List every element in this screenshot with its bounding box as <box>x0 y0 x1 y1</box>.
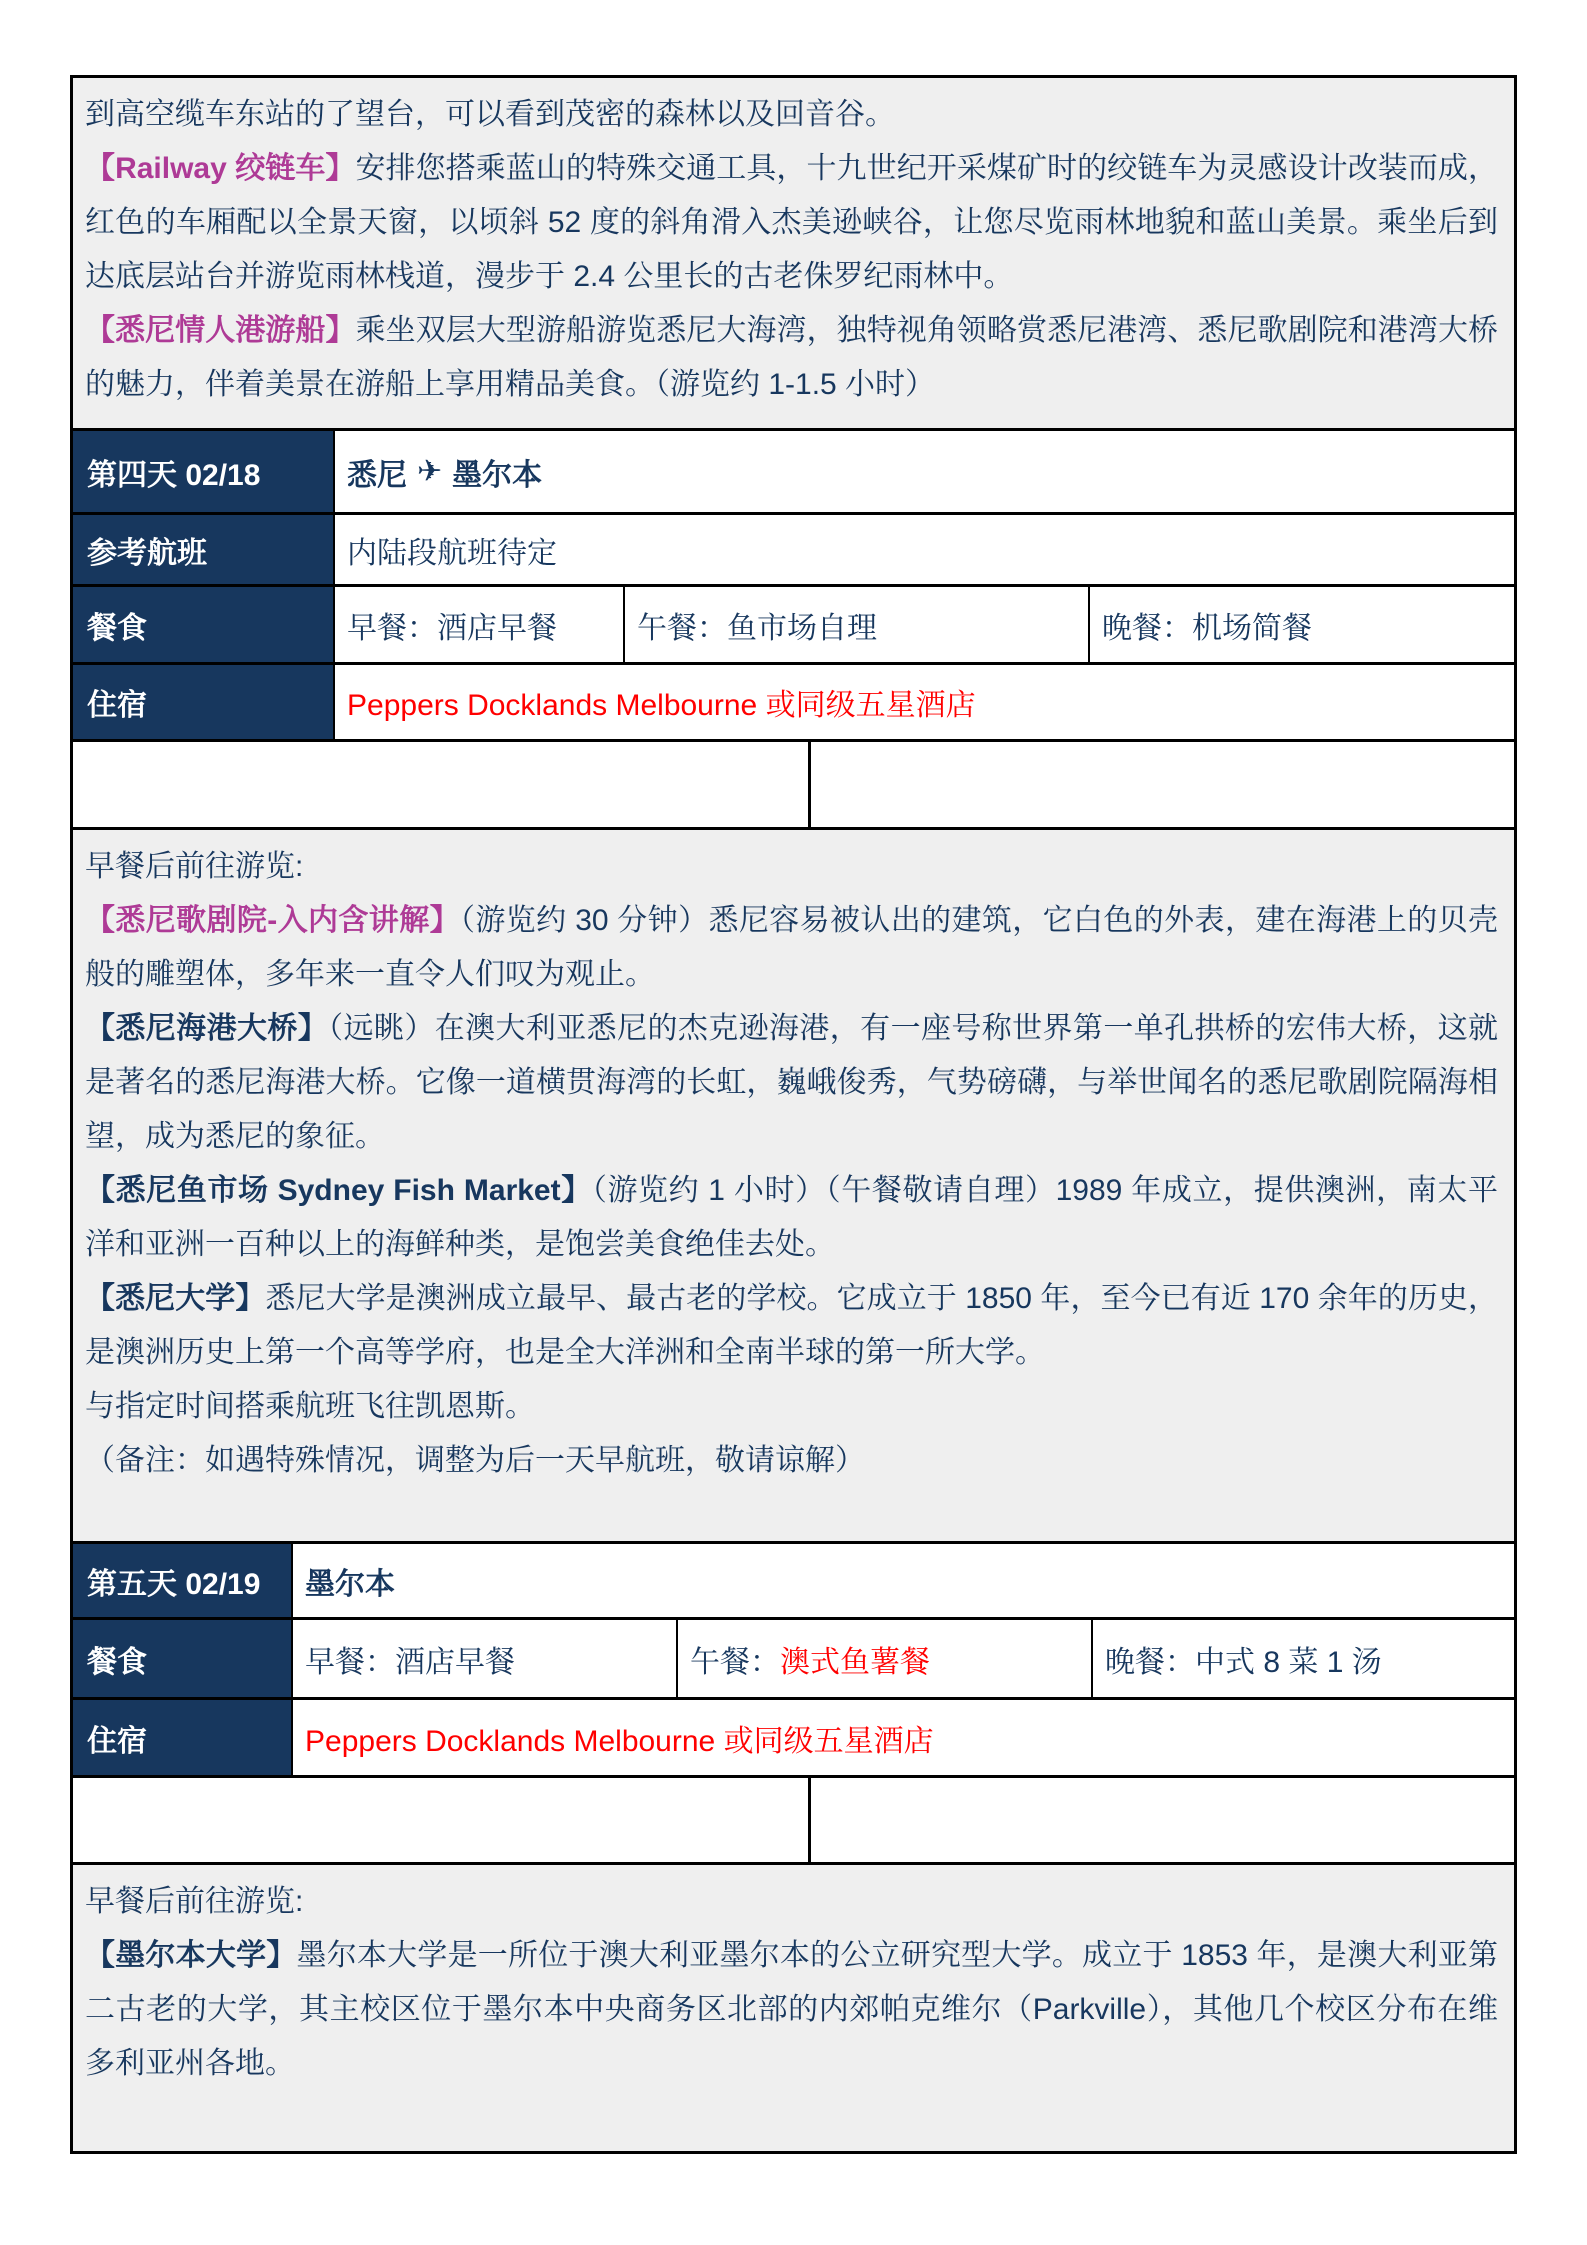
day5-header-row <box>73 1541 1514 1617</box>
cruise-highlight-label: 【悉尼情人港游船】 <box>85 314 356 347</box>
railway-body-text: 安排您搭乘蓝山的特殊交通工具，十九世纪开采煤矿时的绞链车为灵感设计改装而成，红色的车厢配以全景天窗，以顷斜 52 度的斜角滑入杰美逊峡谷，让您尽览雨林地貌和蓝山美景。乘坐后到达底层站台并游览雨林栈道，漫步于 2.4 公里长的古老侏罗纪雨林中。 <box>85 152 1498 293</box>
day4-empty-cell-left <box>73 742 811 827</box>
day5-empty-row <box>73 1775 1514 1862</box>
day4-lunch-text: 午餐：鱼市场自理 <box>637 611 877 645</box>
harbour-cruise-paragraph <box>85 304 1498 412</box>
day4-route-cell <box>335 431 1514 512</box>
day5-empty-cell-left <box>73 1778 811 1862</box>
day4-hotel-value: Peppers Docklands Melbourne 或同级五星酒店 <box>347 689 976 722</box>
fish-market-label: 【悉尼鱼市场 Sydney Fish Market】 <box>85 1174 592 1207</box>
melbourne-university-body-text: 墨尔本大学是一所位于澳大利亚墨尔本的公立研究型大学。成立于 1853 年，是澳大利亚第二古老的大学，其主校区位于墨尔本中央商务区北部的内郊帕克维尔（Parkville），其他几个校区分布在维多利亚州各地。 <box>85 1939 1498 2080</box>
day4-date-cell <box>73 431 335 512</box>
day4-flight-value: 内陆段航班待定 <box>347 536 557 570</box>
day5-meals-row <box>73 1617 1514 1697</box>
day4-route-to: 墨尔本 <box>452 458 543 492</box>
harbour-bridge-label: 【悉尼海港大桥】 <box>85 1012 329 1045</box>
day4-hotel-value-cell <box>335 665 1514 739</box>
day5-dinner-text: 晚餐：中式 8 菜 1 汤 <box>1105 1645 1382 1679</box>
day4-flight-value-cell <box>335 515 1514 584</box>
schedule-note <box>85 1434 1498 1488</box>
flight-to-cairns-text: 与指定时间搭乘航班飞往凯恩斯。 <box>85 1390 535 1423</box>
day5-route-cell <box>293 1544 1514 1617</box>
day4-meals-label-cell <box>73 587 335 662</box>
day4-detail-intro <box>85 840 1498 894</box>
opera-house-paragraph <box>85 894 1498 1002</box>
sydney-university-label: 【悉尼大学】 <box>85 1282 266 1315</box>
day4-flight-label: 参考航班 <box>87 536 207 570</box>
scenic-world-text: 到高空缆车东站的了望台，可以看到茂密的森林以及回音谷。 <box>85 98 895 131</box>
day4-header-row <box>73 428 1514 512</box>
cruise-body-text: 乘坐双层大型游船游览悉尼大海湾，独特视角领略赏悉尼港湾、悉尼歌剧院和港湾大桥的魅力，伴着美景在游船上享用精品美食。（游览约 1-1.5 小时） <box>85 314 1499 401</box>
harbour-bridge-paragraph <box>85 1002 1498 1164</box>
schedule-note-text: （备注：如遇特殊情况，调整为后一天早航班，敬请谅解） <box>85 1444 865 1477</box>
fish-market-paragraph <box>85 1164 1498 1272</box>
blue-mountains-section <box>73 78 1514 428</box>
fish-market-body-text: （游览约 1 小时）（午餐敬请自理）1989 年成立，提供澳洲，南太平洋和亚洲一百种以上的海鲜种类，是饱尝美食绝佳去处。 <box>85 1174 1498 1261</box>
day5-dinner-cell <box>1093 1620 1514 1697</box>
day5-hotel-label: 住宿 <box>87 1724 147 1758</box>
melbourne-university-label: 【墨尔本大学】 <box>85 1939 297 1972</box>
opera-house-highlight-label: 【悉尼歌剧院-入内含讲解】 <box>85 904 460 937</box>
airplane-icon: ✈ <box>417 455 443 488</box>
flight-to-cairns-line <box>85 1380 1498 1434</box>
day5-detail-intro-text: 早餐后前往游览: <box>85 1885 304 1918</box>
day4-empty-row <box>73 739 1514 827</box>
day4-empty-cell-right <box>811 742 1514 827</box>
day5-date-label: 第五天 02/19 <box>87 1567 261 1601</box>
day4-lunch-cell <box>625 587 1090 662</box>
day4-date-label: 第四天 02/18 <box>87 458 261 492</box>
day5-hotel-row <box>73 1697 1514 1775</box>
scenic-world-line <box>85 88 1498 142</box>
day4-breakfast-cell <box>335 587 625 662</box>
railway-highlight-label: 【Railway 绞链车】 <box>85 152 356 185</box>
day5-detail-intro <box>85 1875 1498 1929</box>
day5-lunch-label: 午餐： <box>690 1645 780 1679</box>
melbourne-university-paragraph <box>85 1929 1498 2091</box>
day4-meals-label: 餐食 <box>87 611 147 645</box>
day5-breakfast-text: 早餐：酒店早餐 <box>305 1645 515 1679</box>
sydney-university-body-text: 悉尼大学是澳洲成立最早、最古老的学校。它成立于 1850 年，至今已有近 170 余年的历史，是澳洲历史上第一个高等学府，也是全大洋洲和全南半球的第一所大学。 <box>85 1282 1498 1369</box>
day5-hotel-value-cell <box>293 1700 1514 1775</box>
day4-flight-label-cell <box>73 515 335 584</box>
railway-paragraph <box>85 142 1498 304</box>
day5-hotel-value: Peppers Docklands Melbourne 或同级五星酒店 <box>305 1724 934 1758</box>
opera-house-body-text: （游览约 30 分钟）悉尼容易被认出的建筑，它白色的外表，建在海港上的贝壳般的雕塑体，多年来一直令人们叹为观止。 <box>85 904 1498 991</box>
day5-lunch-cell <box>678 1620 1093 1697</box>
day4-hotel-label: 住宿 <box>87 689 147 722</box>
sydney-university-paragraph <box>85 1272 1498 1380</box>
day4-dinner-cell <box>1090 587 1514 662</box>
day5-hotel-label-cell <box>73 1700 293 1775</box>
day5-route-text: 墨尔本 <box>305 1567 395 1601</box>
day4-breakfast-text: 早餐：酒店早餐 <box>347 611 557 645</box>
day5-meals-label-cell <box>73 1620 293 1697</box>
day4-meals-row <box>73 584 1514 662</box>
itinerary-table <box>70 75 1517 2154</box>
day5-date-cell <box>73 1544 293 1617</box>
harbour-bridge-body-text: （远眺）在澳大利亚悉尼的杰克逊海港，有一座号称世界第一单孔拱桥的宏伟大桥，这就是著名的悉尼海港大桥。它像一道横贯海湾的长虹，巍峨俊秀，气势磅礴，与举世闻名的悉尼歌剧院隔海相望，成为悉尼的象征。 <box>85 1012 1499 1153</box>
day4-detail-section <box>73 827 1514 1541</box>
day4-dinner-text: 晚餐：机场简餐 <box>1102 611 1312 645</box>
day5-lunch-value: 澳式鱼薯餐 <box>780 1645 930 1679</box>
day5-meals-label: 餐食 <box>87 1645 147 1679</box>
day4-hotel-label-cell <box>73 665 335 739</box>
day4-hotel-row <box>73 662 1514 739</box>
day4-detail-intro-text: 早餐后前往游览: <box>85 850 304 883</box>
day4-flight-row <box>73 512 1514 584</box>
day5-detail-section <box>73 1862 1514 2151</box>
day5-empty-cell-right <box>811 1778 1514 1862</box>
day5-breakfast-cell <box>293 1620 678 1697</box>
day4-route-from: 悉尼 <box>347 458 407 492</box>
